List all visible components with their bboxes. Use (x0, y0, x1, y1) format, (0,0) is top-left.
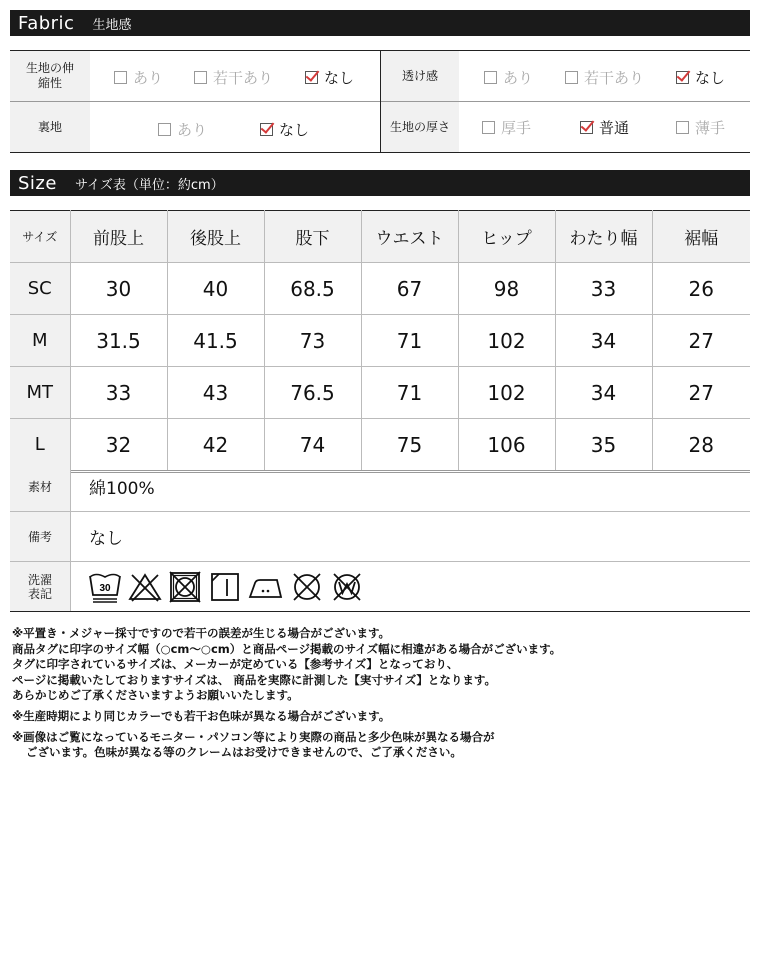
stretch-label (10, 51, 90, 101)
table-cell: 34 (555, 315, 652, 367)
table-cell: 34 (555, 367, 652, 419)
remarks-label: 備考 (10, 512, 71, 561)
stretch-option-ari (114, 67, 163, 88)
checked-checkbox-icon (676, 71, 689, 84)
table-cell: 40 (167, 263, 264, 315)
checkbox-icon (194, 71, 207, 84)
remarks-value: なし (89, 529, 123, 549)
size-title-jp: サイズ表（単位：約cm） (74, 177, 224, 193)
row-header: L (10, 419, 70, 472)
lining-option-none (260, 119, 309, 140)
table-cell: 71 (361, 367, 458, 419)
table-cell: 26 (652, 263, 750, 315)
option-label: なし (695, 69, 726, 87)
option-label: 若干あり (213, 69, 274, 87)
note-line: ※画像はご覧になっているモニター・パソコン等により実際の商品と多少色味が異なる場合が (12, 729, 495, 744)
note-line: タグに印字されているサイズは、メーカーが定めている【参考サイズ】となっており、 (12, 657, 459, 672)
option-label: あり (133, 69, 164, 87)
note-line: あらかじめご了承くださいますようお願いいたします。 (12, 688, 299, 703)
table-cell: 33 (70, 367, 167, 419)
thickness-option-normal (580, 117, 629, 138)
no-dry-clean-icon (289, 569, 325, 605)
column-header: 股下 (264, 211, 361, 263)
option-label: あり (503, 69, 534, 87)
option-label: 薄手 (695, 119, 726, 137)
sheer-label (381, 51, 459, 101)
no-wet-clean-icon (329, 569, 365, 605)
care-label-text: 洗濯表記 (27, 572, 52, 601)
table-cell: 67 (361, 263, 458, 315)
note-line: ※平置き・メジャー採寸ですので若干の誤差が生じる場合がございます。 (12, 626, 391, 640)
table-row (10, 315, 750, 367)
stretch-option-slight (194, 67, 273, 88)
table-cell: 32 (70, 419, 167, 472)
row-header: MT (10, 367, 70, 419)
fabric-title-en: Fabric (18, 12, 75, 34)
thickness-label (381, 102, 459, 152)
column-header: 後股上 (167, 211, 264, 263)
table-row (10, 263, 750, 315)
fabric-title-jp: 生地感 (92, 17, 132, 33)
material-value: 綿100% (89, 479, 155, 499)
fabric-header (10, 10, 750, 36)
table-cell: 31.5 (70, 315, 167, 367)
iron-low-icon (247, 569, 285, 605)
care-label (10, 562, 71, 611)
no-bleach-icon (127, 569, 163, 605)
lining-label (10, 102, 90, 152)
checkbox-icon (114, 71, 127, 84)
column-header: ウエスト (361, 211, 458, 263)
material-label: 素材 (10, 462, 71, 511)
checkbox-icon (484, 71, 497, 84)
thickness-label-text: 生地の厚さ (389, 119, 450, 134)
table-cell: 43 (167, 367, 264, 419)
note-line: 商品タグに印字のサイズ幅（○cm〜○cm）と商品ページ掲載のサイズ幅に相違がある場合がございます。 (12, 641, 562, 656)
table-cell: 35 (555, 419, 652, 472)
sheer-option-ari (484, 67, 533, 88)
sheer-option-none (676, 67, 725, 88)
table-header-row (10, 211, 750, 263)
row-header: M (10, 315, 70, 367)
size-title-en: Size (18, 172, 57, 194)
size-header (10, 170, 750, 196)
line-dry-shade-icon (207, 569, 243, 605)
row-header: SC (10, 263, 70, 315)
table-cell: 98 (458, 263, 555, 315)
option-label: 普通 (599, 119, 630, 137)
checkbox-icon (676, 121, 689, 134)
table-cell: 76.5 (264, 367, 361, 419)
wash-temp: 30 (99, 582, 111, 594)
sheer-label-text: 透け感 (401, 68, 438, 83)
table-cell: 42 (167, 419, 264, 472)
stretch-label-text: 生地の伸縮性 (25, 61, 74, 90)
checked-checkbox-icon (260, 123, 273, 136)
column-header: わたり幅 (555, 211, 652, 263)
option-label: 厚手 (501, 119, 532, 137)
note-line: ページに掲載いたしておりますサイズは、 商品を実際に計測した【実寸サイズ】となります。 (12, 672, 497, 687)
note-line: ございます。色味が異なる等のクレームはお受けできませんので、ご了承ください。 (26, 745, 462, 760)
option-label: 若干あり (584, 69, 645, 87)
table-row (10, 367, 750, 419)
option-label: なし (324, 69, 355, 87)
size-column-header: サイズ (10, 211, 70, 263)
table-cell: 30 (70, 263, 167, 315)
table-cell: 28 (652, 419, 750, 472)
checked-checkbox-icon (580, 121, 593, 134)
thickness-option-thin (676, 117, 725, 138)
option-label: なし (279, 121, 310, 139)
lining-label-text: 裏地 (37, 119, 62, 134)
size-table (10, 210, 750, 473)
wash-30-icon (87, 569, 123, 605)
table-cell: 68.5 (264, 263, 361, 315)
table-cell: 41.5 (167, 315, 264, 367)
table-cell: 27 (652, 367, 750, 419)
note-line: ※生産時期により同じカラーでも若干お色味が異なる場合がございます。 (12, 708, 391, 723)
checkbox-icon (158, 123, 171, 136)
lining-option-ari (158, 119, 207, 140)
table-cell: 75 (361, 419, 458, 472)
checked-checkbox-icon (305, 71, 318, 84)
sheer-option-slight (565, 67, 644, 88)
fabric-table (10, 50, 750, 153)
table-cell: 27 (652, 315, 750, 367)
table-cell: 102 (458, 315, 555, 367)
checkbox-icon (482, 121, 495, 134)
table-cell: 71 (361, 315, 458, 367)
table-cell: 33 (555, 263, 652, 315)
table-cell: 102 (458, 367, 555, 419)
table-cell: 73 (264, 315, 361, 367)
column-header: 裾幅 (652, 211, 750, 263)
table-cell: 74 (264, 419, 361, 472)
remarks-row (10, 512, 750, 562)
checkbox-icon (565, 71, 578, 84)
option-label: あり (177, 121, 208, 139)
care-row (10, 562, 750, 611)
column-header: 前股上 (70, 211, 167, 263)
stretch-option-none (305, 67, 354, 88)
care-icons (71, 562, 365, 611)
material-table (10, 462, 750, 612)
material-row (10, 462, 750, 512)
no-tumble-dry-icon (167, 569, 203, 605)
notes (12, 626, 752, 761)
thickness-option-thick (482, 117, 531, 138)
column-header: ヒップ (458, 211, 555, 263)
table-cell: 106 (458, 419, 555, 472)
